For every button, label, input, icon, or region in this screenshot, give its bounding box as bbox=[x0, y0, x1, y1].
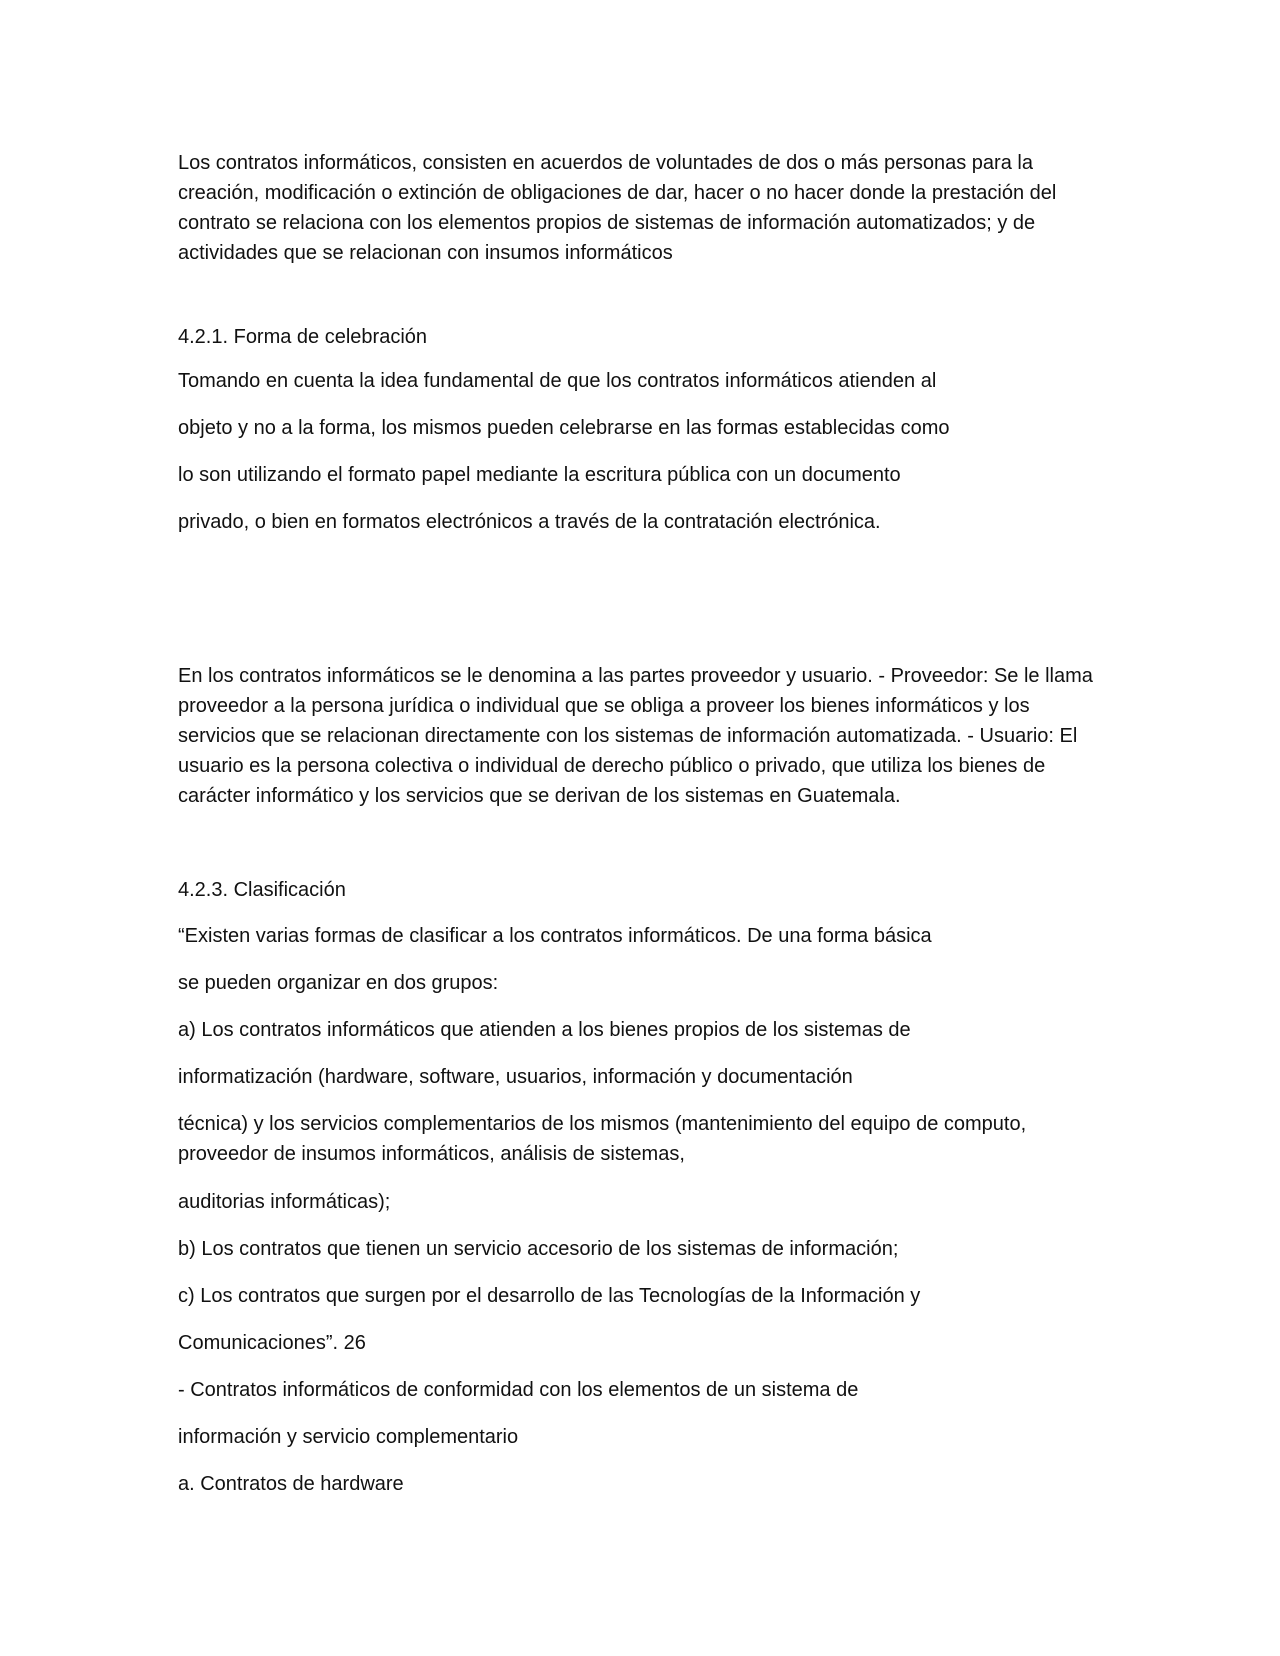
clasificacion-line-5: técnica) y los servicios complementarios de los mismos (mantenimiento del equipo de computo, proveedor de insumos informáticos, análisis de sistemas, bbox=[178, 1113, 1027, 1165]
forma-line-3: lo son utilizando el formato papel mediante la escritura pública con un documento bbox=[178, 464, 901, 486]
clasificacion-line-12: a. Contratos de hardware bbox=[178, 1473, 404, 1495]
heading-forma-de-celebracion: 4.2.1. Forma de celebración bbox=[178, 326, 428, 348]
clasificacion-line-3: a) Los contratos informáticos que atienden a los bienes propios de los sistemas de bbox=[178, 1019, 911, 1041]
intro-paragraph: Los contratos informáticos, consisten en acuerdos de voluntades de dos o más personas para la creación, modificación o extinción de obligaciones de dar, hacer o no hacer donde la prestación del contrato se relaciona con los elementos propios de sistemas de información automatizados; y de actividades que se relacionan con insumos informáticos bbox=[178, 152, 1057, 264]
forma-line-2: objeto y no a la forma, los mismos pueden celebrarse en las formas establecidas como bbox=[178, 417, 950, 439]
clasificacion-line-4: informatización (hardware, software, usuarios, información y documentación bbox=[178, 1066, 853, 1088]
forma-line-4: privado, o bien en formatos electrónicos a través de la contratación electrónica. bbox=[178, 511, 881, 533]
clasificacion-line-8: c) Los contratos que surgen por el desarrollo de las Tecnologías de la Información y bbox=[178, 1285, 921, 1307]
clasificacion-line-6: auditorias informáticas); bbox=[178, 1191, 391, 1213]
clasificacion-line-7: b) Los contratos que tienen un servicio accesorio de los sistemas de información; bbox=[178, 1238, 899, 1260]
clasificacion-line-1: “Existen varias formas de clasificar a los contratos informáticos. De una forma básica bbox=[178, 925, 932, 947]
clasificacion-line-11: información y servicio complementario bbox=[178, 1426, 519, 1448]
clasificacion-line-10: - Contratos informáticos de conformidad con los elementos de un sistema de bbox=[178, 1379, 859, 1401]
clasificacion-line-2: se pueden organizar en dos grupos: bbox=[178, 972, 499, 994]
forma-line-1: Tomando en cuenta la idea fundamental de que los contratos informáticos atienden al bbox=[178, 370, 937, 392]
clasificacion-line-9: Comunicaciones”. 26 bbox=[178, 1332, 366, 1354]
heading-clasificacion: 4.2.3. Clasificación bbox=[178, 879, 346, 901]
partes-paragraph: En los contratos informáticos se le denomina a las partes proveedor y usuario. - Proveedor: Se le llama proveedor a la persona jurídica o individual que se obliga a proveer los bienes informáticos y los servicios que se relacionan directamente con los sistemas de información automatizada. - Usuario: El usuario es la persona colectiva o individual de derecho público o privado, que utiliza los bienes de carácter informático y los servicios que se derivan de los sistemas en Guatemala. bbox=[178, 665, 1093, 807]
